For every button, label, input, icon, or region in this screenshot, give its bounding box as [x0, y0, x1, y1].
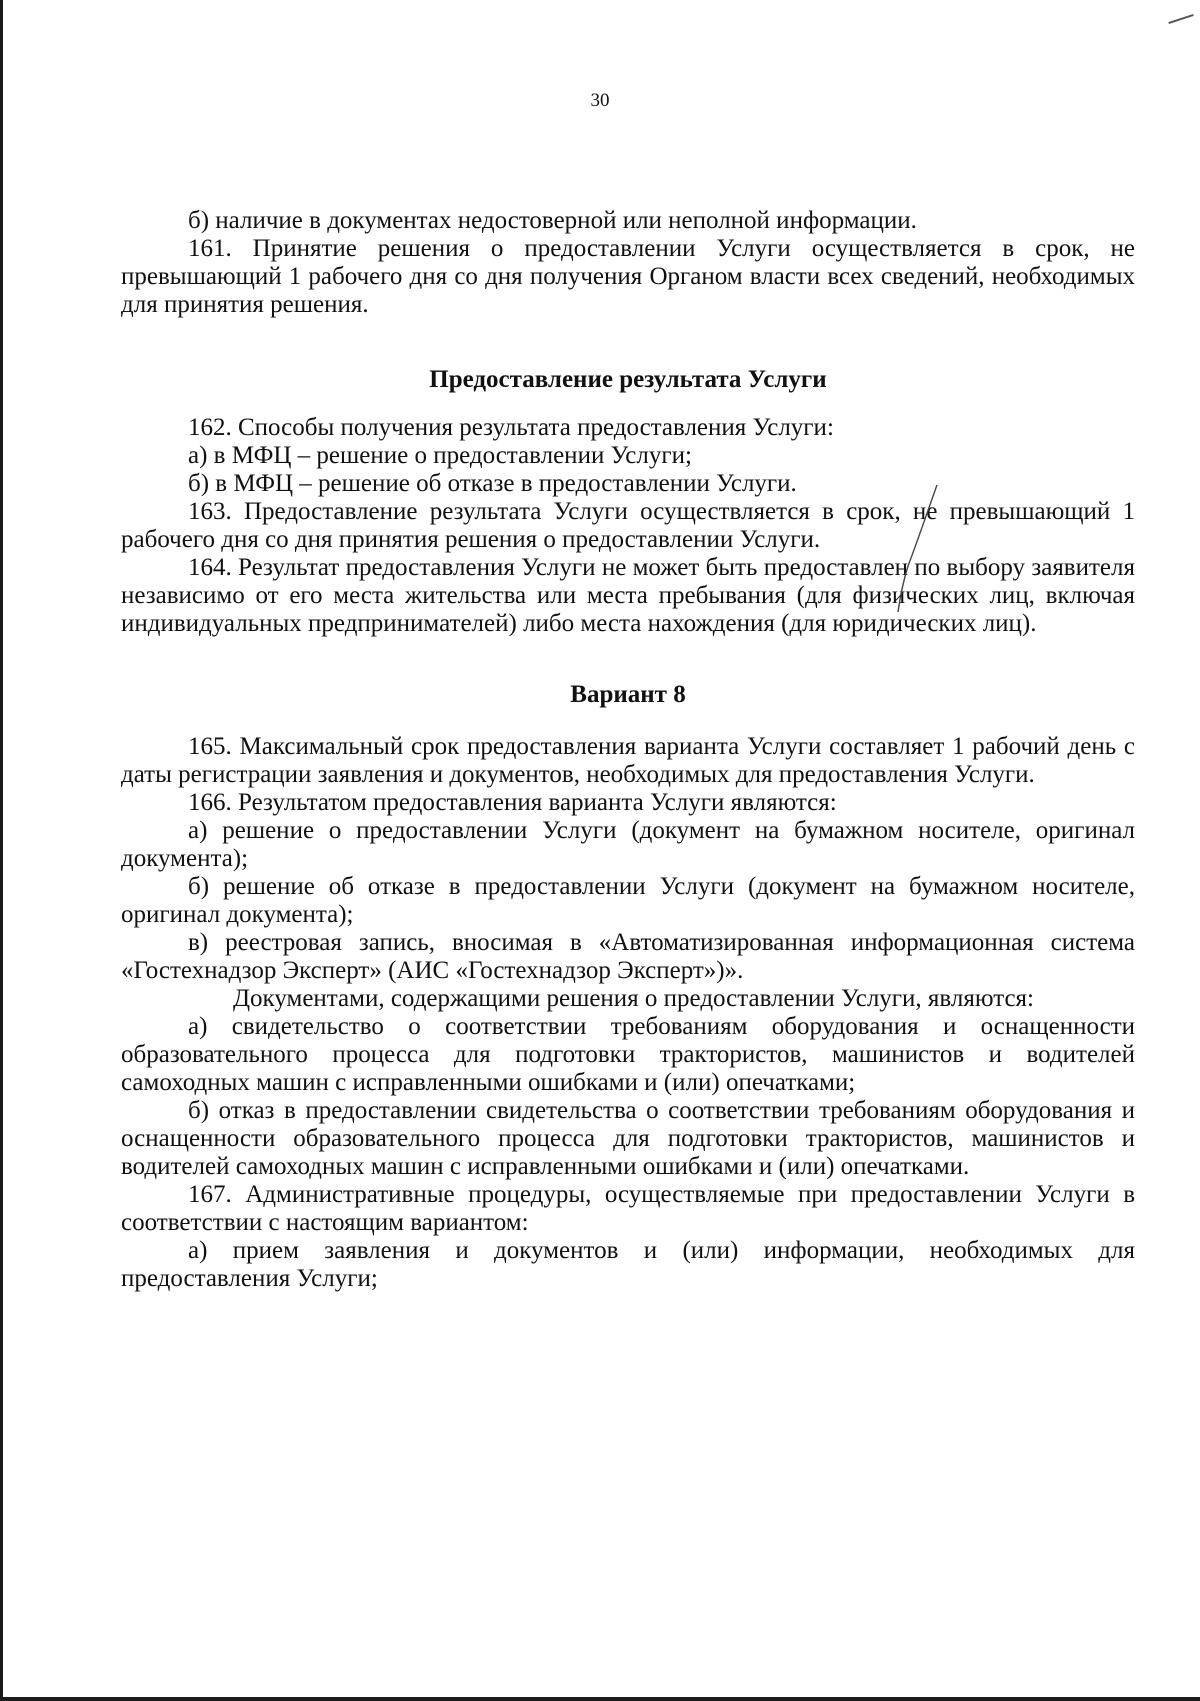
paragraph-167-a: а) прием заявления и документов и (или) информации, необходимых для предоставления Услуги; — [121, 1237, 1135, 1292]
paragraph-165: 165. Максимальный срок предоставления варианта Услуги составляет 1 рабочий день с даты регистрации заявления и документов, необходимых для предоставления Услуги. — [121, 733, 1135, 788]
paragraph-161: 161. Принятие решения о предоставлении Услуги осуществляется в срок, не превышающий 1 рабочего дня со дня получения Органом власти всех сведений, необходимых для принятия решения. — [121, 235, 1135, 318]
scan-corner-mark — [1168, 14, 1193, 24]
paragraph-167: 167. Административные процедуры, осуществляемые при предоставлении Услуги в соответствии с настоящим вариантом: — [121, 1181, 1135, 1236]
scan-left-border — [0, 0, 3, 1701]
section-heading-variant-8: Вариант 8 — [570, 681, 686, 708]
section-heading-result: Предоставление результата Услуги — [429, 366, 827, 393]
document-body — [121, 207, 1135, 1293]
paragraph-166-c: в) реестровая запись, вносимая в «Автоматизированная информационная система «Гостехнадзор Эксперт» (АИС «Гостехнадзор Эксперт»)». — [121, 929, 1135, 984]
paragraph-166: 166. Результатом предоставления варианта Услуги являются: — [188, 789, 837, 816]
paragraph-164: 164. Результат предоставления Услуги не может быть предоставлен по выбору заявителя независимо от его места жительства или места пребывания (для физических лиц, включая индивидуальных предпринимателей) либо места нахождения (для юридических лиц). — [121, 554, 1135, 637]
paragraph-166-a: а) решение о предоставлении Услуги (документ на бумажном носителе, оригинал документа); — [121, 817, 1135, 872]
paragraph-162-b: б) в МФЦ – решение об отказе в предоставлении Услуги. — [188, 470, 797, 497]
paragraph-documents-b: б) отказ в предоставлении свидетельства о соответствии требованиям оборудования и оснащенности образовательного процесса для подготовки трактористов, машинистов и водителей самоходных машин с исправленными ошибками и (или) опечатками. — [121, 1097, 1135, 1180]
scan-bottom-border — [0, 1697, 1200, 1701]
paragraph-item-b-incomplete-info: б) наличие в документах недостоверной или неполной информации. — [188, 207, 917, 234]
paragraph-166-b: б) решение об отказе в предоставлении Услуги (документ на бумажном носителе, оригинал документа); — [121, 873, 1135, 928]
paragraph-documents-intro: Документами, содержащими решения о предоставлении Услуги, являются: — [233, 985, 1034, 1012]
paragraph-163: 163. Предоставление результата Услуги осуществляется в срок, не превышающий 1 рабочего дня со дня принятия решения о предоставлении Услуги. — [121, 498, 1135, 553]
page-number: 30 — [590, 90, 610, 111]
paragraph-162-a: а) в МФЦ – решение о предоставлении Услуги; — [188, 442, 692, 469]
paragraph-documents-a: а) свидетельство о соответствии требованиям оборудования и оснащенности образовательного процесса для подготовки трактористов, машинистов и водителей самоходных машин с исправленными ошибками и (или) опечатками; — [121, 1013, 1135, 1096]
paragraph-162: 162. Способы получения результата предоставления Услуги: — [188, 414, 834, 441]
